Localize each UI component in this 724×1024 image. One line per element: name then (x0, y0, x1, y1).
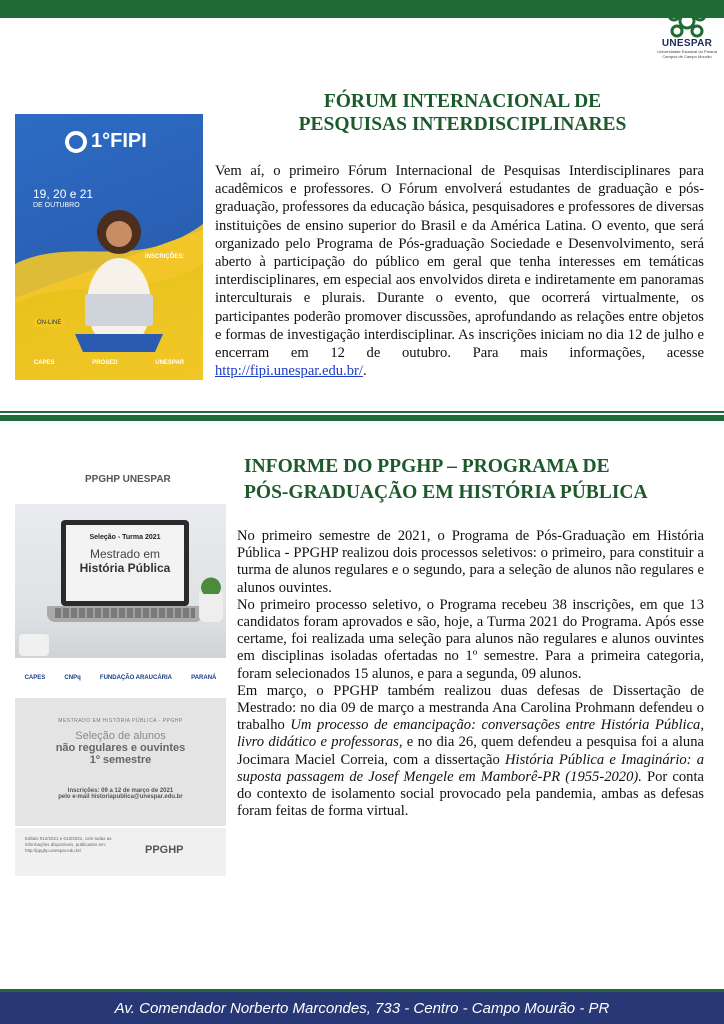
fipi-title (210, 90, 715, 136)
screen-line-3: História Pública (79, 561, 171, 575)
ppghp-poster-card (15, 698, 226, 826)
fipi-link[interactable]: http://fipi.unespar.edu.br/ (215, 363, 363, 380)
fipi-poster-dates: 19, 20 e 21 DE OUTUBRO (33, 187, 94, 209)
section-divider (0, 411, 724, 421)
screen-line-2: Mestrado em (89, 547, 161, 561)
unespar-logo (652, 2, 722, 66)
poster-bottom-small-text: Editais 012/2021 e 013/2021, com todas as informações disponíveis, publicados em: http://ppghp.unespar.edu.br/ (25, 836, 112, 853)
ppghp-paragraph-2: No primeiro processo seletivo, o Programa recebeu 38 inscrições, em que 13 candidatos foram aprovados e são, hoje, a Turma 2021 do Programa. Após esse certame, foi realizada uma seleção para alunos não regulares e alunos ouvintes em disciplinas isoladas ofertadas no 1º semestre. Para a primeira categoria, foram selecionados 15 alunos, e para a segunda, 09 alunos. (237, 596, 704, 682)
ppghp-title (244, 454, 714, 506)
sponsor-capes: CAPES (24, 675, 46, 681)
fipi-poster-logo: 1°FIPI (65, 130, 147, 153)
poster-decoration (15, 114, 203, 380)
card-line-5: Inscrições: 09 a 12 de março de 2021 (67, 788, 174, 794)
sponsor-cnpq: CNPq (64, 675, 81, 681)
mug-icon (19, 634, 49, 656)
fipi-paragraph: Vem aí, o primeiro Fórum Internacional de Pesquisas Interdisciplinares para acadêmicos e professores. O Fórum envolverá estudantes de graduação e pós-graduação, professores da educação básica, pesquisadores e professores de diversas instituições de ensino superior do Brasil e da América Latina. O evento, que será organizado pelo Programa de Pós-graduação Sociedade e Desenvolvimento, será aberto à participação do público em geral que tenha interesses em temáticas interdisciplinares, em especial aos envolvidos direta e indiretamente em panoramas interculturais e plurais. Durante o evento, que ocorrerá virtualmente, os participantes poderão promover discussões, aprofundando as relações entre objetos e formas de investigação interdisciplinar. As inscrições iniciam no dia 12 de julho e encerram em 12 de outubro. Para mais informações, acesse http://fipi.unespar.edu.br/. (215, 163, 704, 380)
ppghp-text (237, 528, 704, 820)
laptop-photo (15, 504, 226, 658)
card-line-4: 1º semestre (89, 754, 152, 766)
logo-subtitle-1: Universidade Estadual do Paraná (657, 49, 717, 54)
sponsor-unespar: UNESPAR (155, 360, 185, 366)
footer (0, 989, 724, 1024)
laptop-icon (61, 520, 189, 606)
top-bar (0, 0, 724, 18)
ppghp-poster-sponsors (15, 662, 226, 694)
keyboard-icon (55, 608, 195, 618)
sponsor-capes: CAPES (33, 360, 55, 366)
sponsor-prosed: PROSED (92, 360, 118, 366)
poster-bottom-logo: PPGHP (145, 844, 184, 856)
fipi-title-line2: PESQUISAS INTERDISCIPLINARES (298, 114, 627, 135)
footer-address: Av. Comendador Norberto Marcondes, 733 - Centro - Campo Mourão - PR (114, 1000, 610, 1017)
ppghp-title-line2: PÓS-GRADUAÇÃO EM HISTÓRIA PÚBLICA (244, 482, 648, 503)
fipi-poster-inscricoes: INSCRIÇÕES: (145, 254, 185, 260)
fipi-poster-sponsors (15, 346, 203, 380)
logo-name: UNESPAR (661, 38, 713, 49)
ppghp-poster-top-logos: PPGHP UNESPAR (85, 474, 171, 485)
sponsor-fundacao: FUNDAÇÃO ARAUCÁRIA (99, 675, 173, 681)
ppghp-paragraph-1: No primeiro semestre de 2021, o Programa de Pós-Graduação em História Pública - PPGHP realizou dois processos seletivos: o primeiro, para constituir a turma de alunos regulares e o segundo, para a seleção de alunos não regulares e alunos ouvintes. (237, 528, 704, 596)
screen-line-1: Seleção - Turma 2021 (89, 534, 161, 541)
ppghp-title-line1: INFORME DO PPGHP – PROGRAMA DE (244, 456, 610, 477)
unespar-emblem-icon (665, 2, 709, 40)
sponsor-parana: PARANÁ (191, 675, 217, 681)
card-line-2: Seleção de alunos (75, 730, 166, 742)
fipi-title-line1: FÓRUM INTERNACIONAL DE (323, 91, 602, 112)
card-line-6: pelo e-mail historiapublica@unespar.edu.br (58, 794, 183, 800)
ppghp-poster (15, 466, 226, 876)
fipi-poster (15, 114, 203, 380)
ppghp-paragraph-3: Em março, o PPGHP também realizou duas defesas de Dissertação de Mestrado: no dia 09 de março a mestranda Ana Carolina Prohmann defendeu o trabalho Um processo de emancipação: conversações entre História Pública, livro didático e professoras, e no dia 26, quem defendeu a pesquisa foi a aluna Jocimara Maciel Correia, com a dissertação História Pública e Imaginário: a suposta passagem de Josef Mengele em Mamborê-PR (1955-2020). Por conta do contexto de isolamento social provocado pela pandemia, ambas as defesas foram feitas de forma virtual. (237, 682, 704, 820)
fipi-poster-online-badge: ON-LINE (33, 319, 65, 327)
card-line-3: não regulares e ouvintes (55, 742, 186, 754)
plant-icon (199, 592, 223, 622)
ppghp-poster-bottom (15, 828, 226, 876)
logo-subtitle-2: Campus de Campo Mourão (662, 54, 712, 59)
card-line-1: MESTRADO EM HISTÓRIA PÚBLICA - PPGHP (58, 718, 183, 724)
